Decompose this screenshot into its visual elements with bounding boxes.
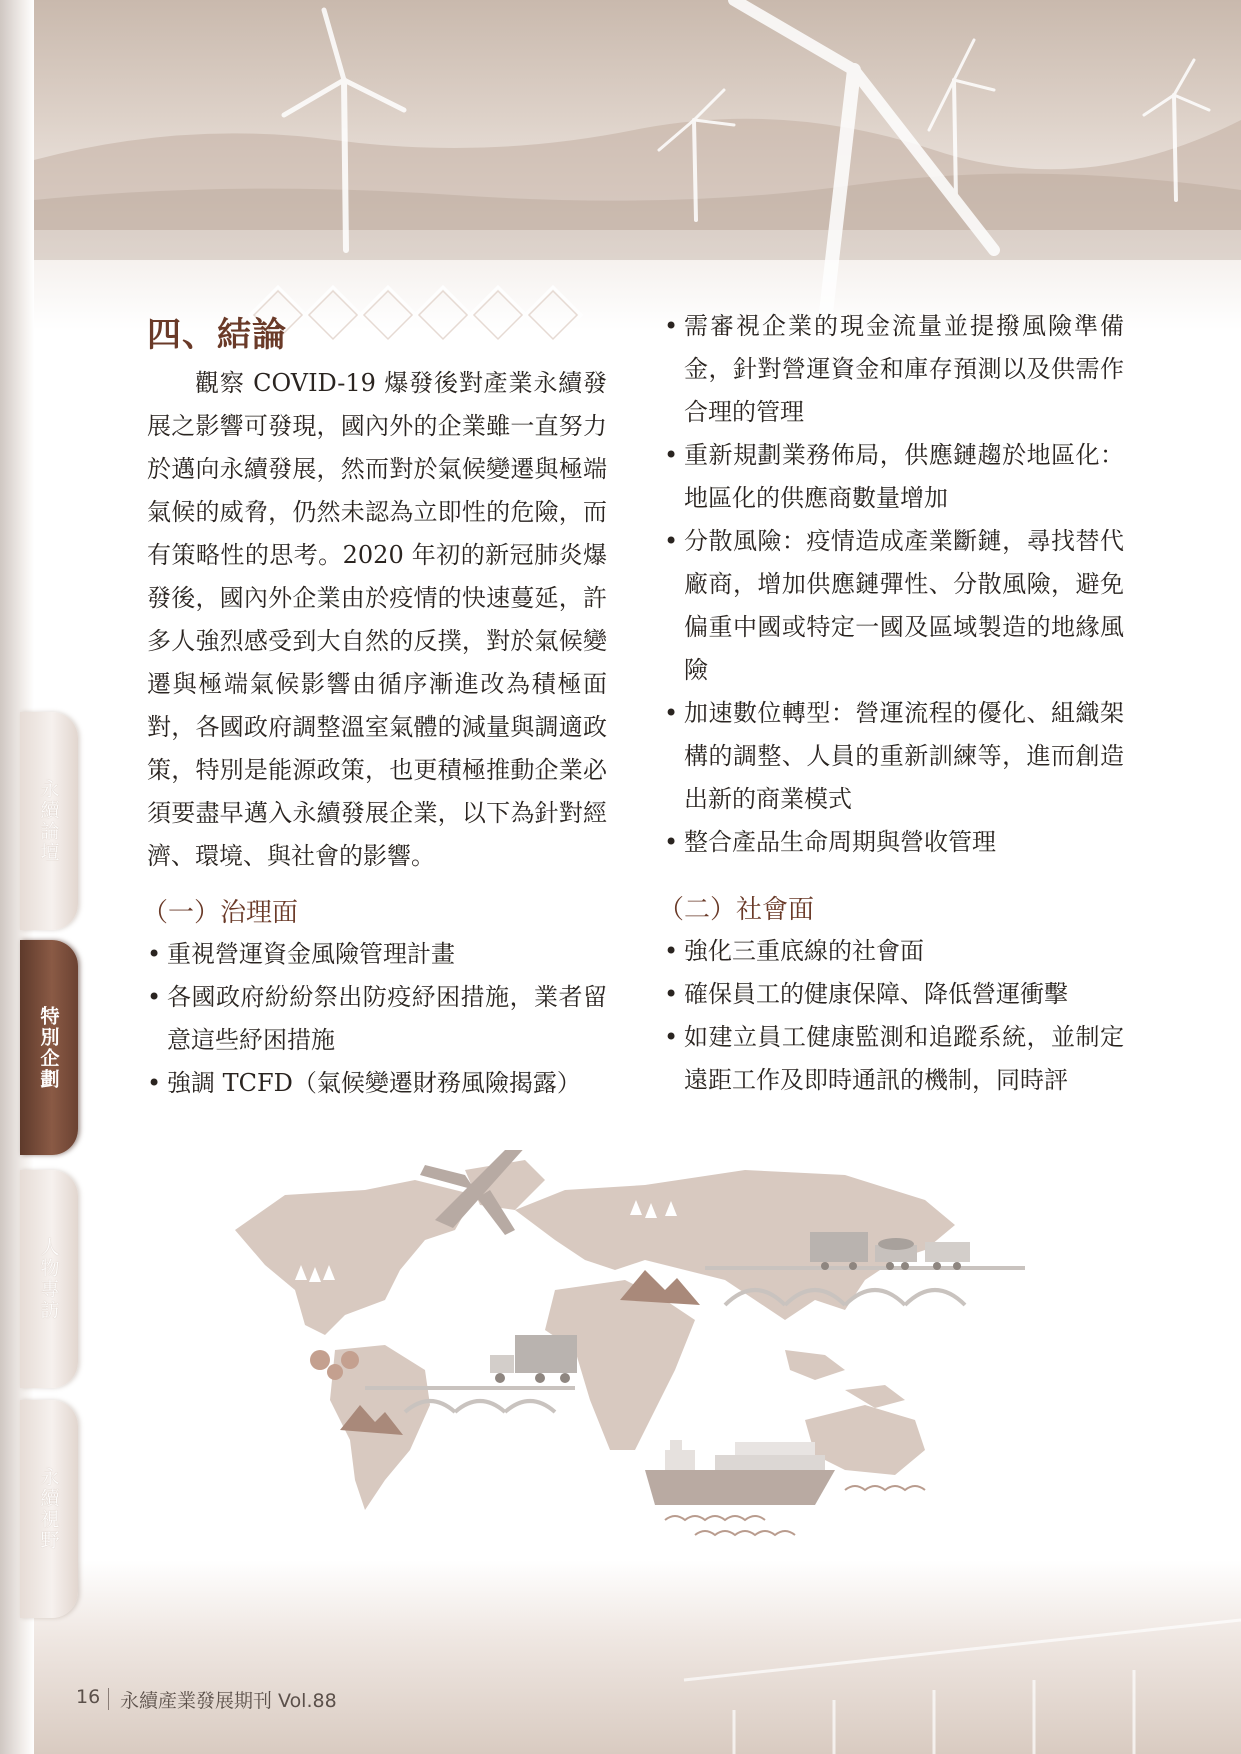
social-heading: （二）社會面 [658, 895, 815, 925]
intro-paragraph: 觀察 COVID-19 爆發後對產業永續發展之影響可發現，國內外的企業雖一直努力於邁向永續發展，然而對於氣候變遷與極端氣候的威脅，仍然未認為立即性的危險，而有策略性的思考。2020 年初的新冠肺炎爆發後，國內外企業由於疫情的快速蔓延，許多人強烈感受到大自然的反撲，對於氣候變遷與極端氣候影響由循序漸進改為積極面對，各國政府調整溫室氣體的減量與調適政策，特別是能源政策，也更積極推動企業必須要盡早邁入永續發展企業，以下為針對經濟、環境、與社會的影響。 [147, 369, 607, 870]
footer-separator [108, 1688, 109, 1710]
governance-list [147, 933, 607, 1105]
side-tab-special-feature[interactable] [20, 940, 78, 1155]
governance-heading: （一）治理面 [142, 898, 299, 928]
header-wind-turbine-banner [34, 0, 1241, 330]
list-item: • 加速數位轉型：營運流程的優化、組織架構的調整、人員的重新訓練等，進而創造出新的商業模式 [664, 692, 1124, 821]
list-item: • 強調 TCFD（氣候變遷財務風險揭露） [147, 1062, 607, 1105]
list-item: • 整合產品生命周期與營收管理 [664, 821, 1124, 864]
list-item: • 分散風險：疫情造成產業斷鏈，尋找替代廠商，增加供應鏈彈性、分散風險，避免偏重中國或特定一國及區域製造的地緣風險 [664, 520, 1124, 692]
list-item: • 重新規劃業務佈局，供應鏈趨於地區化：地區化的供應商數量增加 [664, 434, 1124, 520]
list-item: • 重視營運資金風險管理計畫 [147, 933, 607, 976]
list-item: • 各國政府紛紛祭出防疫紓困措施，業者留意這些紓困措施 [147, 976, 607, 1062]
publication-name: 永續產業發展期刊 Vol.88 [120, 1690, 337, 1712]
side-tab-vision[interactable] [20, 1400, 78, 1618]
heading-diamond-ornament [248, 285, 608, 345]
list-item: • 需審視企業的現金流量並提撥風險準備金，針對營運資金和庫存預測以及供需作合理的管理 [664, 305, 1124, 434]
list-item: • 如建立員工健康監測和追蹤系統，並制定遠距工作及即時通訊的機制，同時評 [664, 1016, 1124, 1102]
side-tab-label: 人物專訪 [37, 1237, 60, 1321]
side-tab-label: 永續論壇 [37, 779, 60, 863]
side-tab-label: 特別企劃 [37, 1005, 60, 1090]
cargo-ship-icon [645, 1440, 835, 1505]
page-number: 16 [76, 1686, 101, 1708]
list-item: • 強化三重底線的社會面 [664, 930, 1124, 973]
economic-measures-list [664, 305, 1124, 864]
north-america-shape [235, 1180, 475, 1335]
section-title: 四、結論 [147, 315, 287, 355]
side-tab-label: 永續視野 [37, 1467, 60, 1551]
list-item: • 確保員工的健康保障、降低營運衝擊 [664, 973, 1124, 1016]
southeast-asia-islands [785, 1350, 905, 1408]
footer-landscape-banner [34, 1560, 1241, 1754]
side-tab-forum[interactable] [20, 712, 78, 930]
truck-icon [490, 1335, 577, 1383]
social-list [664, 930, 1124, 1102]
side-tab-interview[interactable] [20, 1170, 78, 1388]
world-map-logistics-illustration [225, 1150, 1045, 1550]
